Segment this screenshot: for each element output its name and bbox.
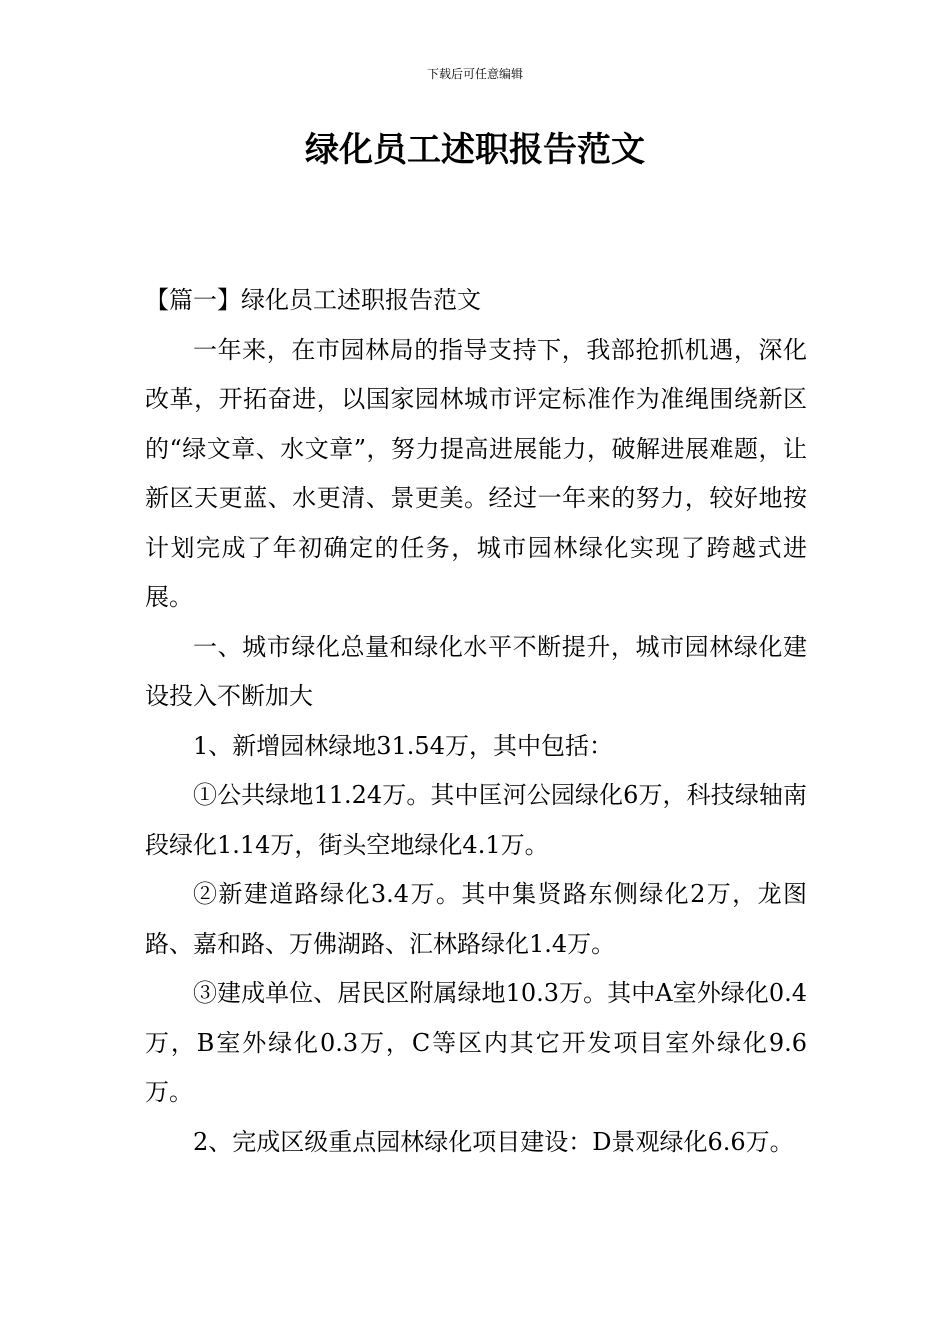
paragraph-intro: 一年来，在市园林局的指导支持下，我部抢抓机遇，深化改革，开拓奋进，以国家园林城市评定标准作为准绳围绕新区的“绿文章、水文章”，努力提高进展能力，破解进展难题，让新区天更蓝、水更清、景更美。经过一年来的努力，较好地按计划完成了年初确定的任务，城市园林绿化实现了跨越式进展。 [145,335,807,611]
paragraph-item-1: 1、新增园林绿地31.54万，其中包括： [193,731,613,760]
document-title: 绿化员工述职报告范文 [305,130,645,170]
paragraph-heading-one: 一、城市绿化总量和绿化水平不断提升，城市园林绿化建设投入不断加大 [145,632,807,710]
paragraph-item-2: 2、完成区级重点园林绿化项目建设：D景观绿化6.6万。 [193,1127,794,1156]
paragraph-subitem-2: ②新建道路绿化3.4万。其中集贤路东侧绿化2万，龙图路、嘉和路、万佛湖路、汇林路绿化1.4万。 [145,880,807,958]
paragraph-subitem-1: ①公共绿地11.24万。其中匡河公园绿化6万，科技绿轴南段绿化1.14万，街头空地绿化4.1万。 [145,781,807,859]
header-note: 下载后可任意编辑 [426,67,523,81]
document-body [145,276,807,1167]
section-heading: 【篇一】绿化员工述职报告范文 [145,286,481,314]
paragraph-subitem-3: ③建成单位、居民区附属绿地10.3万。其中A室外绿化0.4万，B室外绿化0.3万，C等区内其它开发项目室外绿化9.6万。 [145,979,807,1106]
